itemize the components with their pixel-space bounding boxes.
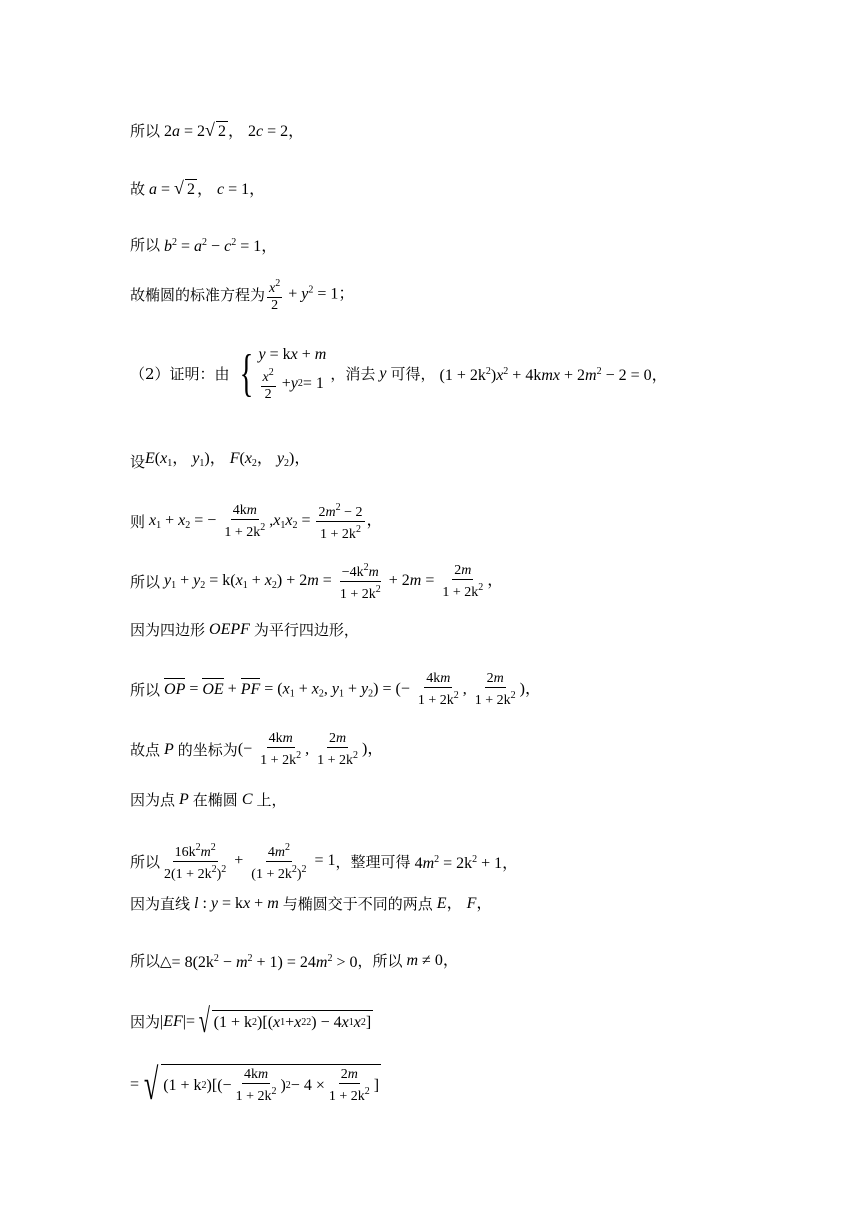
line-13	[130, 840, 518, 883]
text-12c: 上，	[256, 791, 287, 809]
text-13: 所以	[130, 852, 161, 871]
text-13b: ，整理可得	[335, 852, 411, 871]
text-5b: ，消去	[330, 365, 376, 383]
line-16	[130, 1002, 373, 1040]
formula-1: 2a = 2√ 2 ， 2c = 2，	[160, 120, 305, 140]
formula-5: $(1 + 2k^2)x^2 + 4kmx + 2m^2 - 2 = 0$，	[435, 366, 668, 384]
text-16: 因为	[130, 1012, 161, 1031]
line-5: （2）证明：由 { y = kx + m $\frac{x^2}{2}$ + y 2 = 1 ，消去 y 可得， $(1 + 2k^2)x^2 + 4kmx + 2m^2 - 2 = 0$，	[130, 345, 668, 402]
line-8	[130, 560, 503, 603]
text-15b: ，所以	[357, 952, 403, 970]
text-15: 所以△	[130, 952, 172, 970]
formula-7: $x_1 + x_2$ = − $\frac{4km}{1 + 2k^2}$ $,x_1x_2$ = $\frac{2m^2 - 2}{1 + 2k^2}$ ，	[149, 502, 383, 542]
text-4: 故椭圆的标准方程为	[130, 286, 266, 304]
text-5a: （2）证明：由	[130, 365, 230, 383]
formula-4: $\frac{x^2}{2}$ + $y^2 = 1$；	[269, 278, 355, 313]
line-9: 因为四边形 OEPF 为平行四边形，	[130, 621, 359, 639]
formula-8: $y_1 + y_2 = k(x_1 + x_2) + 2m$ = $\frac{-4k^2m}{1 + 2k^2}$ + 2m = $\frac{2m}{1 + 2k^2}$ ，	[164, 562, 504, 602]
line-7	[130, 500, 383, 543]
text-7: 则	[130, 512, 146, 531]
text-2: 故	[130, 180, 146, 198]
line-11: 故点 P 的坐标为 (− $\frac{4km}{1 + 2k^2}$ , $\frac{2m}{1 + 2k^2}$ )，	[130, 731, 384, 768]
formula-3: $b^2 = a^2 - c^2 = 1$，	[164, 237, 278, 255]
text-14: 因为直线	[130, 895, 191, 913]
text-12: 因为点	[130, 791, 176, 809]
line-15: 所以△ = $8(2k^2 - m^2 + 1) = 24m^2 > 0$ ，所以 m ≠ 0，	[130, 949, 459, 973]
formula-2: a = √ 2 ， c = 1，	[149, 178, 266, 198]
text-6: 设	[130, 452, 146, 471]
formula-16: | EF |= √ (1 + k 2 )[( x 1 + x 2 2 ) − 4 x 1 x 2 ]	[160, 1002, 372, 1040]
text-11b: 的坐标为	[177, 741, 238, 759]
equation-system: { y = kx + m $\frac{x^2}{2}$ + y 2 = 1	[239, 345, 327, 402]
formula-13: $\frac{16k^2m^2}{2(1 + 2k^2)^2}$ + $\frac{4m^2}{(1 + 2k^2)^2}$ = 1	[164, 842, 336, 882]
line-14: 因为直线 l : y = kx + m 与椭圆交于不同的两点 E， F，	[130, 895, 493, 913]
line-4	[130, 276, 354, 314]
line-17	[130, 1059, 381, 1109]
formula-10: OP = OE + PF = ($x_1 + x_2$, $y_1 + y_2$) = (− $\frac{4km}{1 + 2k^2}$ , $\frac{2m}{1 + 2k^2}$ )，	[164, 671, 541, 708]
text-1: 所以	[130, 122, 161, 140]
line-1	[130, 120, 304, 142]
formula-6: $E(x_1$， $y_1$)， $F(x_2$， $y_2$)，	[145, 450, 311, 469]
line-10	[130, 671, 541, 709]
text-8: 所以	[130, 572, 161, 591]
text-14b: 与椭圆交于不同的两点	[282, 895, 433, 913]
text-3: 所以	[130, 236, 161, 254]
text-11: 故点	[130, 741, 161, 759]
formula-15: = $8(2k^2 - m^2 + 1) = 24m^2 > 0$	[171, 953, 358, 971]
line-12: 因为点 P 在椭圆 C 上，	[130, 791, 287, 809]
text-12b: 在椭圆	[192, 791, 238, 809]
line-3	[130, 233, 277, 257]
formula-13b: $4m^2 = 2k^2 + 1$，	[410, 853, 519, 872]
text-9: 因为四边形	[130, 621, 206, 639]
formula-11: (− $\frac{4km}{1 + 2k^2}$ , $\frac{2m}{1 + 2k^2}$ )，	[237, 731, 384, 768]
line-2	[130, 178, 265, 200]
formula-17: = √ (1 + k 2 )[(− $\frac{4km}{1 + 2k^2}$ ) 2 − 4 × $\frac{2m}{1 + 2k^2}$ ]	[130, 1059, 380, 1109]
formula-14: l : y = kx + m	[194, 895, 279, 912]
line-6	[130, 449, 310, 474]
text-10: 所以	[130, 681, 161, 699]
text-9b: 为平行四边形，	[253, 621, 359, 639]
text-5c: 可得，	[390, 365, 436, 383]
